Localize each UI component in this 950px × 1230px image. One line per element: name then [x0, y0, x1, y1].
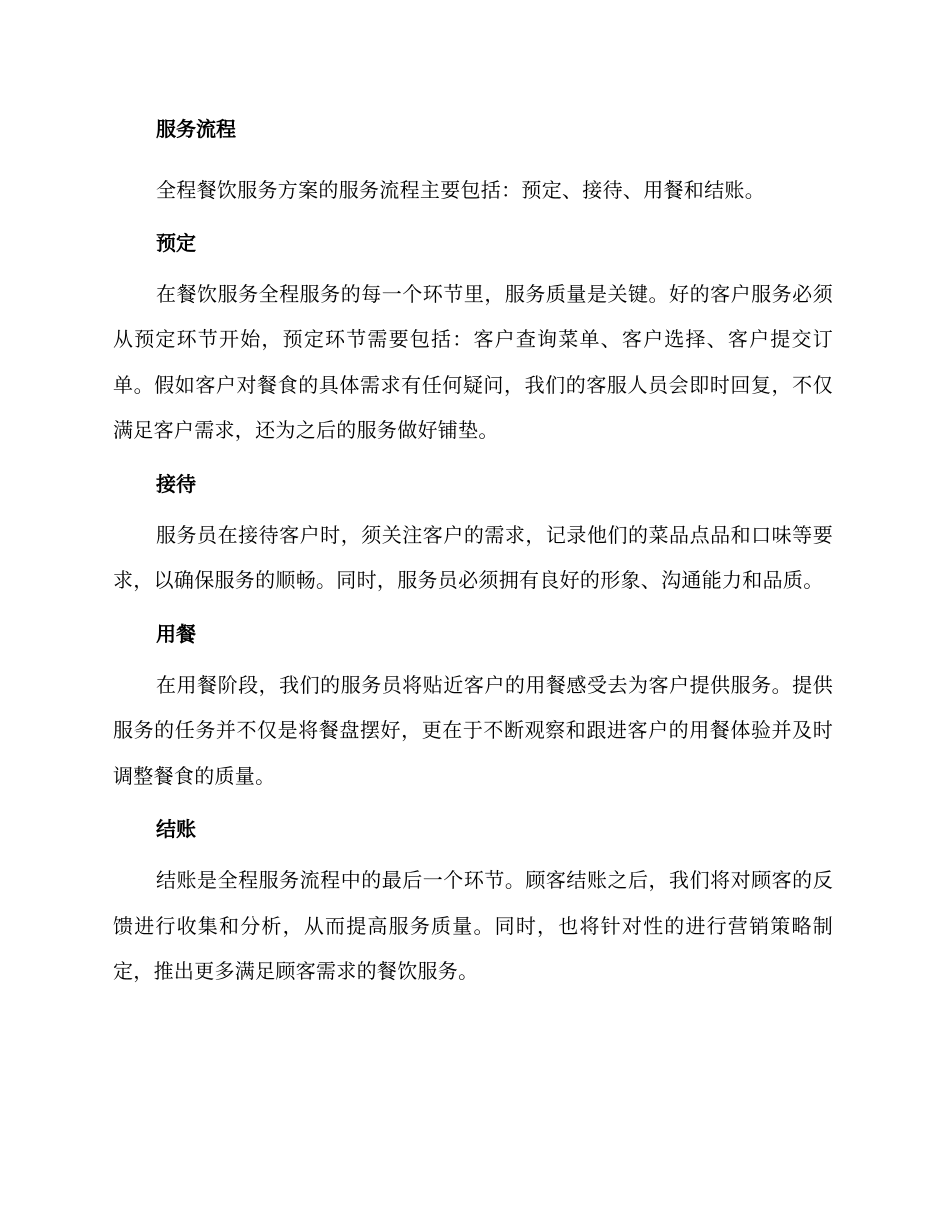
section-title: 服务流程	[156, 117, 236, 141]
section-body-dining: 在用餐阶段，我们的服务员将贴近客户的用餐感受去为客户提供服务。提供服务的任务并不仅是将餐盘摆好，更在于不断观察和跟进客户的用餐体验并及时调整餐食的质量。	[113, 672, 833, 788]
section-body-checkout: 结账是全程服务流程中的最后一个环节。顾客结账之后，我们将对顾客的反馈进行收集和分析，从而提高服务质量。同时，也将针对性的进行营销策略制定，推出更多满足顾客需求的餐饮服务。	[113, 868, 833, 983]
section-heading-reservation: 预定	[156, 230, 196, 255]
section-heading-reception: 接待	[156, 471, 196, 496]
intro-paragraph: 全程餐饮服务方案的服务流程主要包括：预定、接待、用餐和结账。	[156, 178, 765, 202]
section-heading-checkout: 结账	[156, 817, 196, 841]
document-page	[113, 112, 833, 995]
section-body-reception: 服务员在接待客户时，须关注客户的需求，记录他们的菜品点品和口味等要求，以确保服务的顺畅。同时，服务员必须拥有良好的形象、沟通能力和品质。	[113, 522, 833, 592]
section-heading-dining: 用餐	[156, 621, 196, 646]
section-body-reservation: 在餐饮服务全程服务的每一个环节里，服务质量是关键。好的客户服务必须从预定环节开始，预定环节需要包括：客户查询菜单、客户选择、客户提交订单。假如客户对餐食的具体需求有任何疑问，我们的客服人员会即时回复，不仅满足客户需求，还为之后的服务做好铺垫。	[113, 281, 833, 442]
